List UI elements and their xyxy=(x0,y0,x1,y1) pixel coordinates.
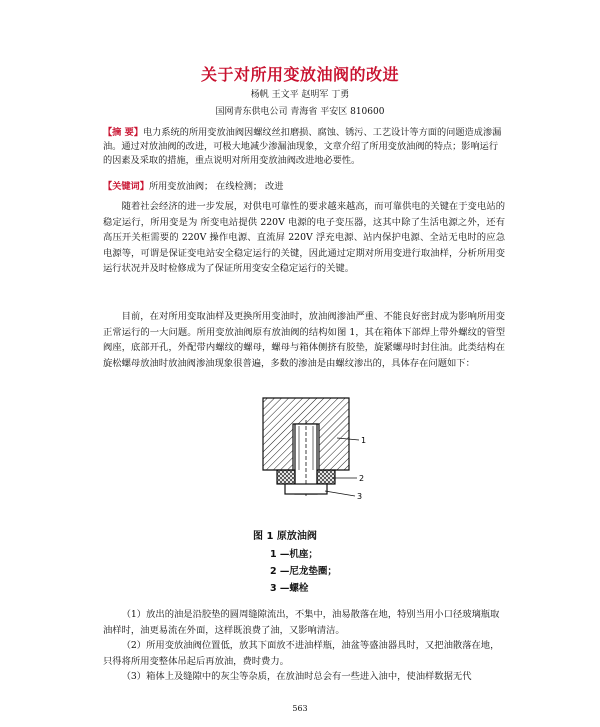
page-number: 563 xyxy=(292,704,308,713)
affiliation: 国网青东供电公司 青海省 平安区 810600 xyxy=(215,107,385,117)
valve-diagram xyxy=(255,396,375,516)
abstract-text: 电力系统的所用变放油阀因螺纹丝扣磨损、腐蚀、锈污、工艺设计等方面的问题造成渗漏油。通过对放油阀的改进，可极大地减少渗漏油现象，文章介绍了所用变放油阀的特点；影响运行的因素及采取的措施，重点说明对所用变放油阀改进地必要性。 xyxy=(103,127,502,166)
page-title: 关于对所用变放油阀的改进 xyxy=(200,65,399,84)
callout-label-3: 3 xyxy=(357,492,363,501)
keywords-text: 所用变放油阀； 在线检测； 改进 xyxy=(148,181,284,192)
figure-legend-item: 3 —螺栓 xyxy=(270,583,309,594)
abstract xyxy=(103,126,505,168)
problem-item: （1）放出的油是沿胶垫的圆周缝隙流出，不集中，油易散落在地，特别当用小口径玻璃瓶取油样时，油更易流在外面，这样既浪费了油，又影响清洁。 xyxy=(103,609,500,636)
figure-legend-item: 2 —尼龙垫圈； xyxy=(270,566,337,577)
keywords-label: 【关键词】 xyxy=(103,181,149,192)
callout-label-1: 1 xyxy=(361,436,367,445)
figure-legend-item: 1 —机座； xyxy=(270,549,318,560)
problem-list xyxy=(103,607,505,685)
abstract-label: 【摘 要】 xyxy=(103,127,143,138)
authors: 杨帆 王文平 赵明军 丁勇 xyxy=(250,90,350,100)
body-paragraph-1: 随着社会经济的进一步发展，对供电可靠性的要求越来越高，而可靠供电的关键在于变电站的稳定运行，所用变是为 所变电站提供 220V 电源的电子变压器，这其中除了生活电源之外，还有高压开关柜需要的 220V 操作电源、直流屏 220V 浮充电源、站内保护电源、全站无电时的应急电源等，可谓是保证变电站安全稳定运行的关键，因此通过定期对所用变进行取油样，分析所用变运行状况并及时检修成为了保证所用变安全稳定运行的关键。 xyxy=(103,201,505,274)
callout-label-2: 2 xyxy=(359,474,365,483)
body-paragraph-2: 目前，在对所用变取油样及更换所用变油时，放油阀渗油严重、不能良好密封成为影响所用变正常运行的一大问题。所用变放油阀原有放油阀的结构如图 1，其在箱体下部焊上带外螺纹的管型阀座，底部开孔，外配带内螺纹的螺母，螺母与箱体侧挤有胶垫，旋紧螺母时封住油。此类结构在旋松螺母放油时放油阀渗油现象很普遍，多数的渗油是由螺纹渗出的，具体存在问题如下： xyxy=(103,311,505,369)
nylon-washer-right-shape xyxy=(317,470,335,484)
keywords xyxy=(103,178,505,192)
problem-item: （2）所用变放油阀位置低，放其下面放不进油样瓶，油盆等盛油器具时，又把油散落在地，只得将所用变整体吊起后再放油，费时费力。 xyxy=(103,640,500,667)
nylon-washer-left-shape xyxy=(277,470,295,484)
bolt-head-shape xyxy=(285,484,327,494)
problem-item: （3）箱体上及缝隙中的灰尘等杂质，在放油时总会有一些进入油中，使油样数据无代 xyxy=(121,671,472,682)
figure-caption: 图 1 原放油阀 xyxy=(253,531,317,542)
